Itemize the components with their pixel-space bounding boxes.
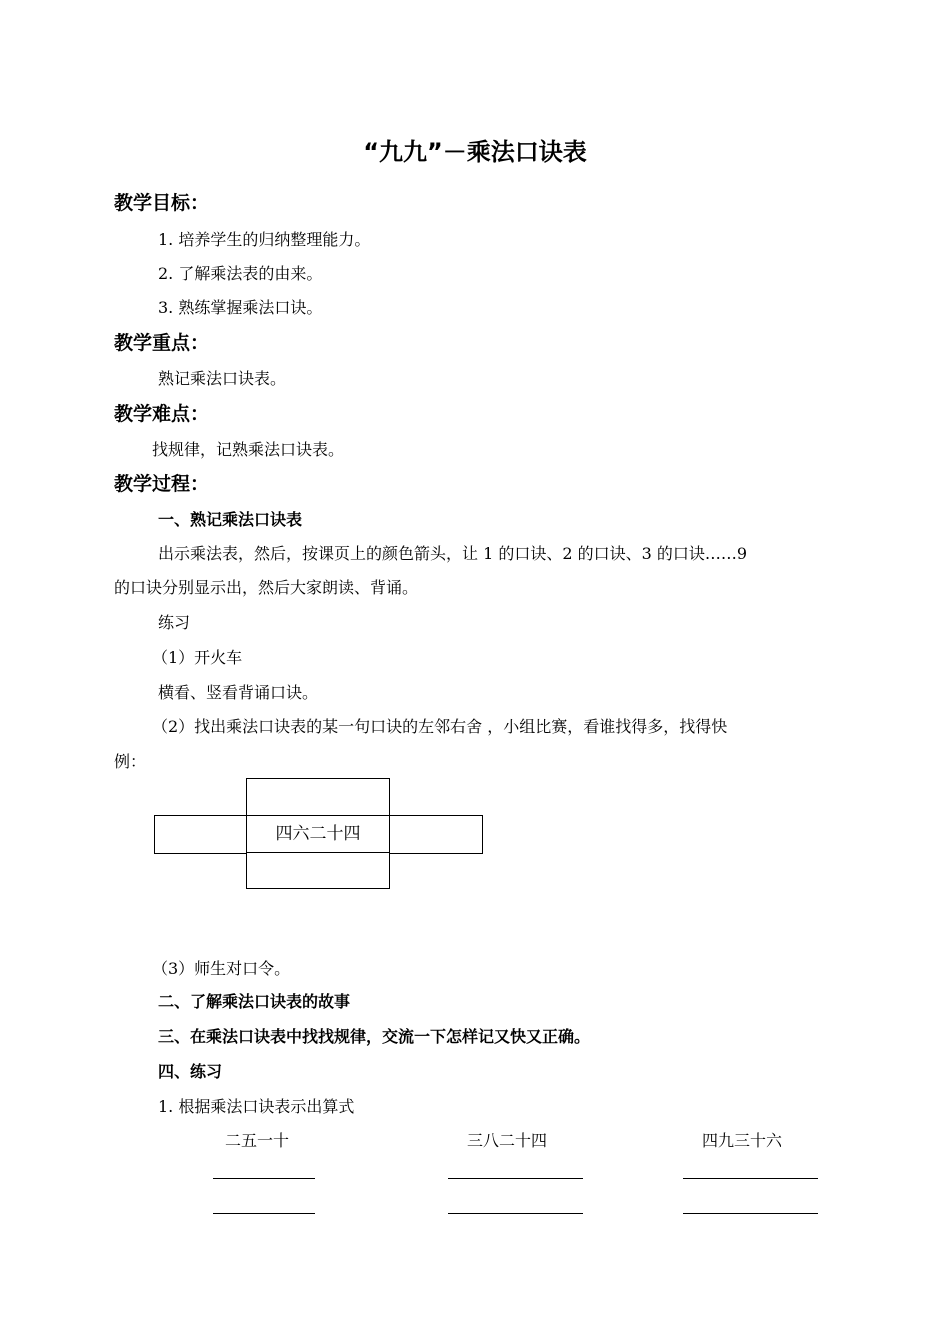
part3-title: 三、在乘法口诀表中找找规律，交流一下怎样记又快又正确。 [158, 1027, 591, 1046]
process-heading: 教学过程： [114, 473, 210, 495]
part1-paragraph: 出示乘法表，然后，按课页上的颜色箭头，让 1 的口诀、2 的口诀、3 的口诀……9 [158, 544, 748, 563]
answer-blank[interactable] [448, 1213, 583, 1214]
key-point-text: 熟记乘法口诀表。 [158, 369, 287, 388]
exercise-rhyme: 四九三十六 [702, 1131, 783, 1150]
diagram-center-box [246, 815, 390, 854]
practice-item-1-desc: 横看、竖看背诵口诀。 [158, 683, 319, 702]
practice-item-2-cont: 例： [114, 752, 147, 771]
part2-title: 二、了解乘法口诀表的故事 [158, 992, 351, 1011]
part1-title: 一、熟记乘法口诀表 [158, 510, 303, 529]
answer-blank[interactable] [213, 1213, 315, 1214]
diagram-center-text: 四六二十四 [275, 824, 361, 844]
key-point-heading: 教学重点： [114, 332, 210, 354]
answer-blank[interactable] [213, 1178, 315, 1179]
practice-item-2: （2）找出乘法口诀表的某一句口诀的左邻右舍 ，小组比赛，看谁找得多，找得快 [152, 717, 728, 736]
difficulty-heading: 教学难点： [114, 403, 210, 425]
difficulty-text: 找规律，记熟乘法口诀表。 [152, 440, 345, 459]
page-title: “九九”－乘法口诀表 [363, 138, 587, 166]
part1-paragraph-cont: 的口诀分别显示出，然后大家朗读、背诵。 [114, 578, 419, 597]
objective-item: 3. 熟练掌握乘法口诀。 [158, 298, 323, 317]
exercise-instruction: 1. 根据乘法口诀表示出算式 [158, 1097, 355, 1116]
answer-blank[interactable] [683, 1178, 818, 1179]
answer-blank[interactable] [448, 1178, 583, 1179]
diagram-top-box [246, 778, 390, 817]
diagram-left-box [154, 815, 248, 854]
exercise-rhyme: 二五一十 [225, 1131, 290, 1150]
part4-title: 四、练习 [158, 1062, 223, 1081]
practice-item-1: （1）开火车 [152, 648, 243, 667]
diagram-bottom-box [246, 852, 390, 889]
exercise-rhyme: 三八二十四 [467, 1131, 548, 1150]
objective-item: 1. 培养学生的归纳整理能力。 [158, 230, 371, 249]
objectives-heading: 教学目标： [114, 192, 210, 214]
diagram-right-box [388, 815, 483, 854]
practice-label: 练习 [158, 613, 191, 632]
objective-item: 2. 了解乘法表的由来。 [158, 264, 323, 283]
answer-blank[interactable] [683, 1213, 818, 1214]
practice-item-3: （3）师生对口令。 [152, 959, 291, 978]
